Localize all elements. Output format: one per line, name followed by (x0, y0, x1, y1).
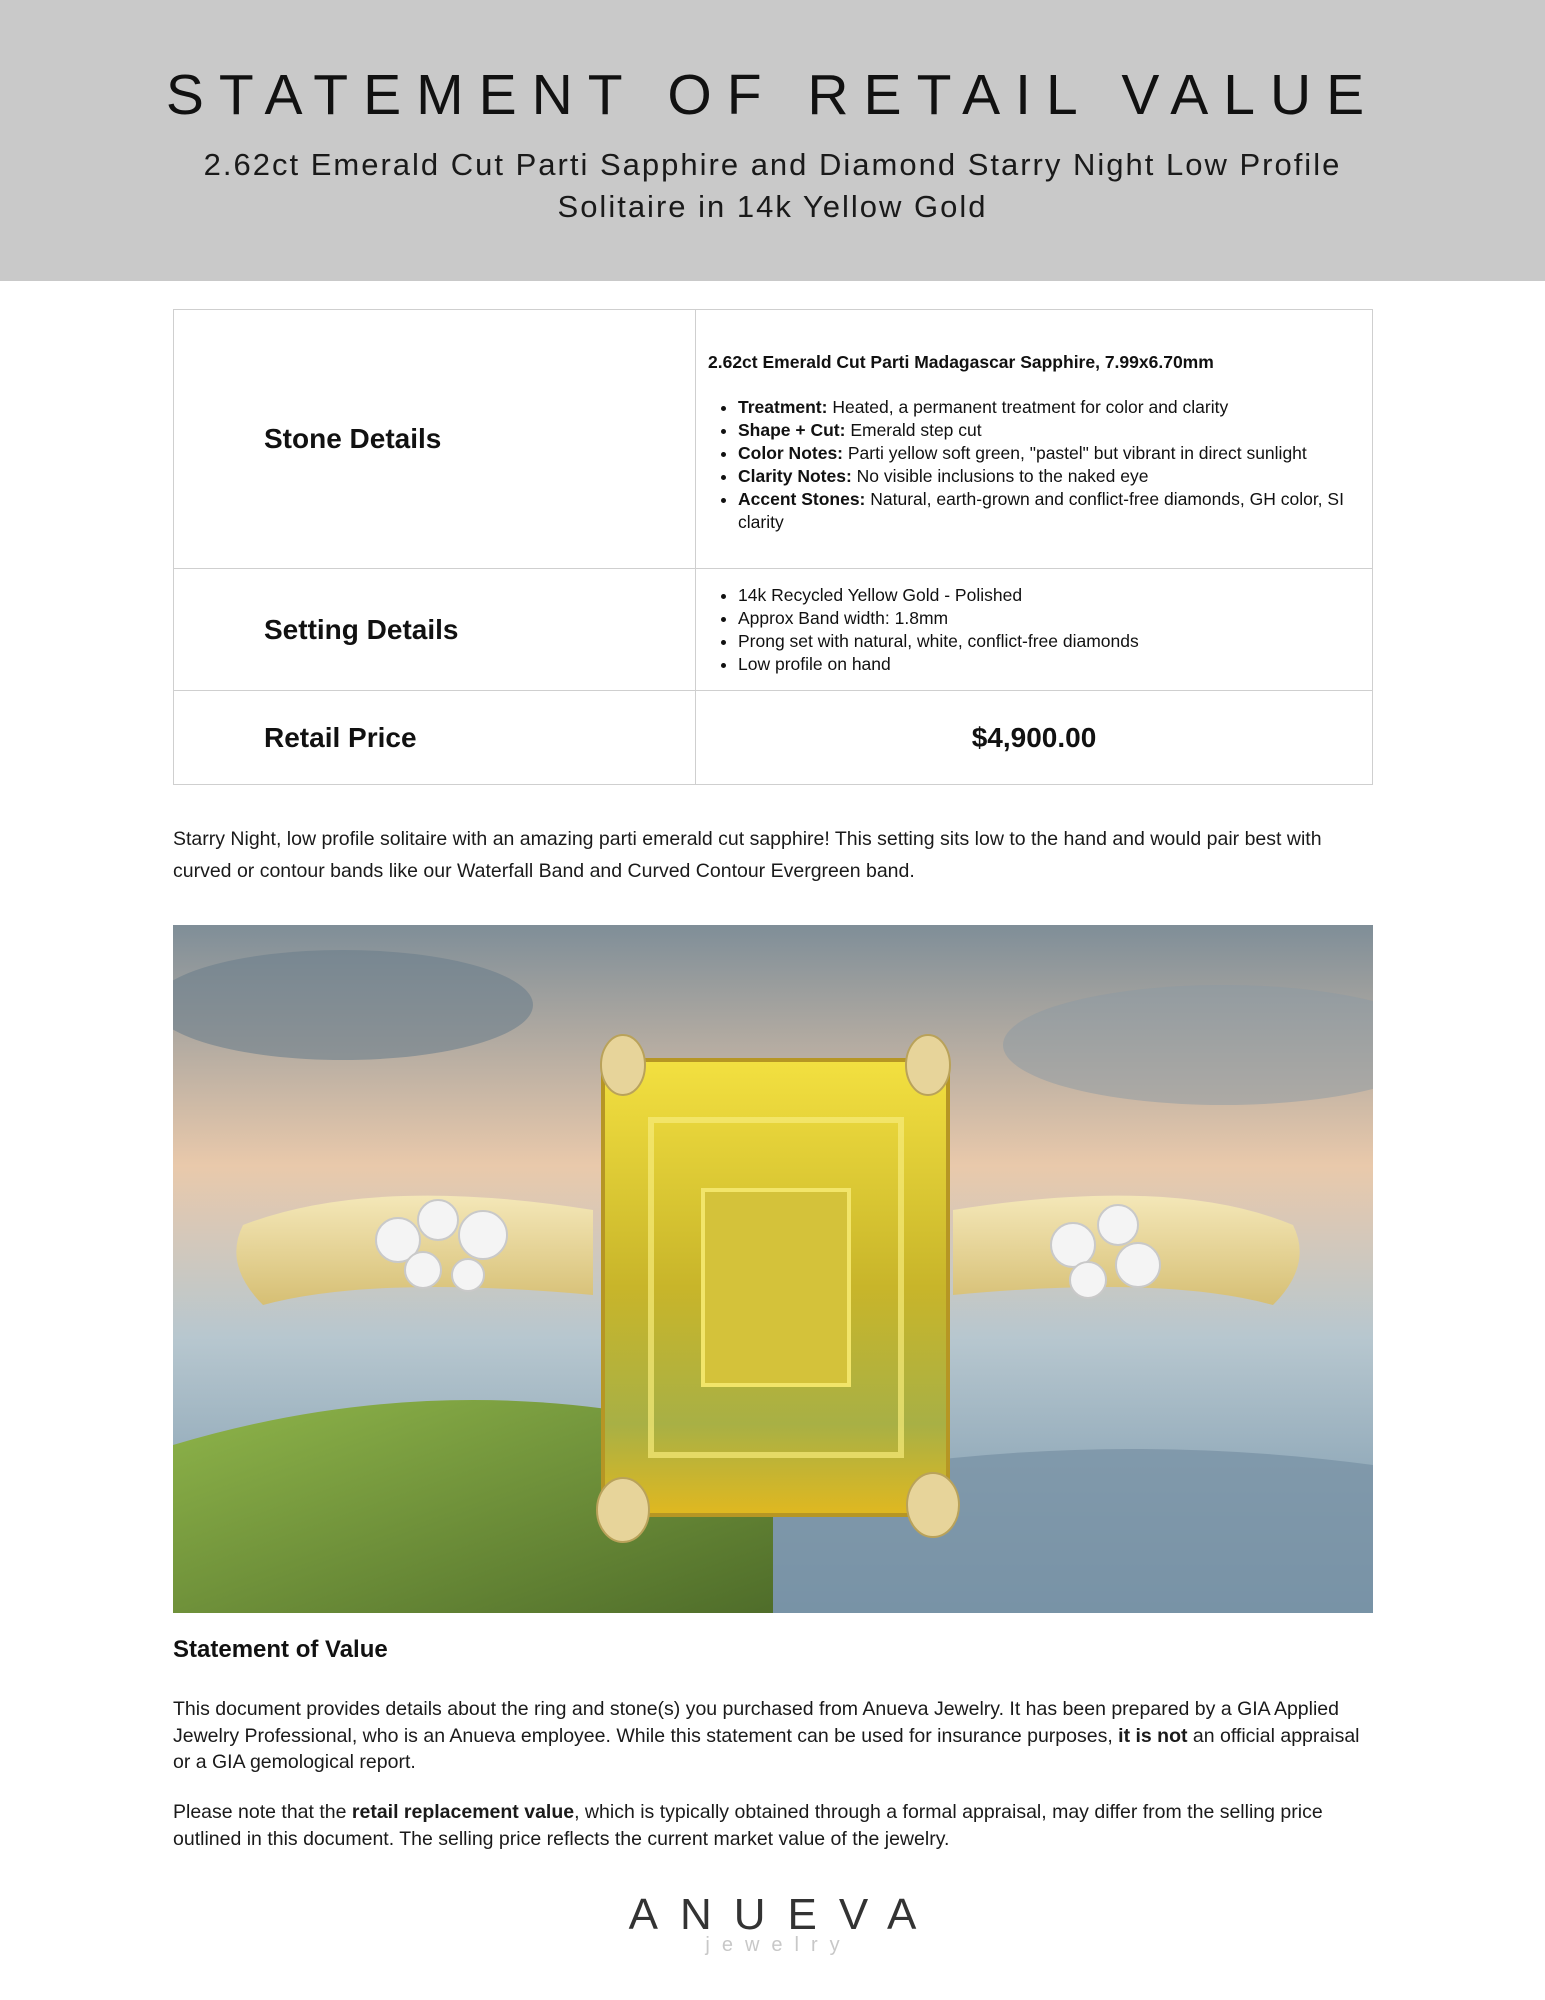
product-description: Starry Night, low profile solitaire with an amazing parti emerald cut sapphire! This setting sits low to the hand and would pair best with curved or contour bands like our Waterfall Band and Curved Contour Evergreen band. (173, 828, 1322, 882)
list-item: • Prong set with natural, white, conflict-free diamonds (738, 630, 1360, 653)
retail-price-row (174, 691, 1373, 785)
setting-details-row (174, 569, 1373, 691)
retail-price-label: Retail Price (174, 691, 696, 785)
setting-details-list (708, 584, 1360, 676)
ring-photo-illustration (173, 925, 1373, 1613)
list-item: • Clarity Notes: No visible inclusions to the naked eye (738, 465, 1360, 488)
ring-photo (173, 925, 1373, 1613)
page-header (0, 0, 1545, 281)
details-table (173, 309, 1373, 785)
stone-details-row (174, 310, 1373, 569)
stone-details-content (696, 310, 1373, 569)
stone-details-list (708, 396, 1360, 534)
list-item: • Treatment: Heated, a permanent treatment for color and clarity (738, 396, 1360, 419)
retail-price-value: $4,900.00 (696, 691, 1373, 785)
setting-details-content (696, 569, 1373, 691)
list-item: • Color Notes: Parti yellow soft green, "pastel" but vibrant in direct sunlight (738, 442, 1360, 465)
logo-subtitle: jewelry (705, 1934, 852, 1956)
statement-paragraph-1: This document provides details about the ring and stone(s) you purchased from Anueva Jewelry. It has been prepared by a GIA Applied Jewelry Professional, who is an Anueva employee. While this statement can be used for insurance purposes, it is not an official appraisal or a GIA gemological report. (173, 1698, 1360, 1773)
product-subtitle: 2.62ct Emerald Cut Parti Sapphire and Diamond Starry Night Low Profile Solitaire in 14k Yellow Gold (203, 147, 1342, 224)
page-title: STATEMENT OF RETAIL VALUE (165, 63, 1380, 127)
statement-paragraph-2: Please note that the retail replacement value, which is typically obtained through a formal appraisal, may differ from the selling price outlined in this document. The selling price reflects the current market value of the jewelry. (173, 1801, 1323, 1850)
list-item: • Low profile on hand (738, 653, 1360, 676)
setting-details-label: Setting Details (174, 569, 696, 691)
list-item: • Approx Band width: 1.8mm (738, 607, 1360, 630)
anueva-logo (0, 1890, 1545, 1957)
stone-title: 2.62ct Emerald Cut Parti Madagascar Sapphire, 7.99x6.70mm (708, 351, 1214, 372)
logo-brand: ANUEVA (628, 1890, 939, 1939)
list-item: • Accent Stones: Natural, earth-grown and conflict-free diamonds, GH color, SI clarity (738, 488, 1360, 534)
list-item: • 14k Recycled Yellow Gold - Polished (738, 584, 1360, 607)
stone-details-label: Stone Details (174, 310, 696, 569)
statement-of-value-title: Statement of Value (173, 1636, 388, 1663)
list-item: • Shape + Cut: Emerald step cut (738, 419, 1360, 442)
